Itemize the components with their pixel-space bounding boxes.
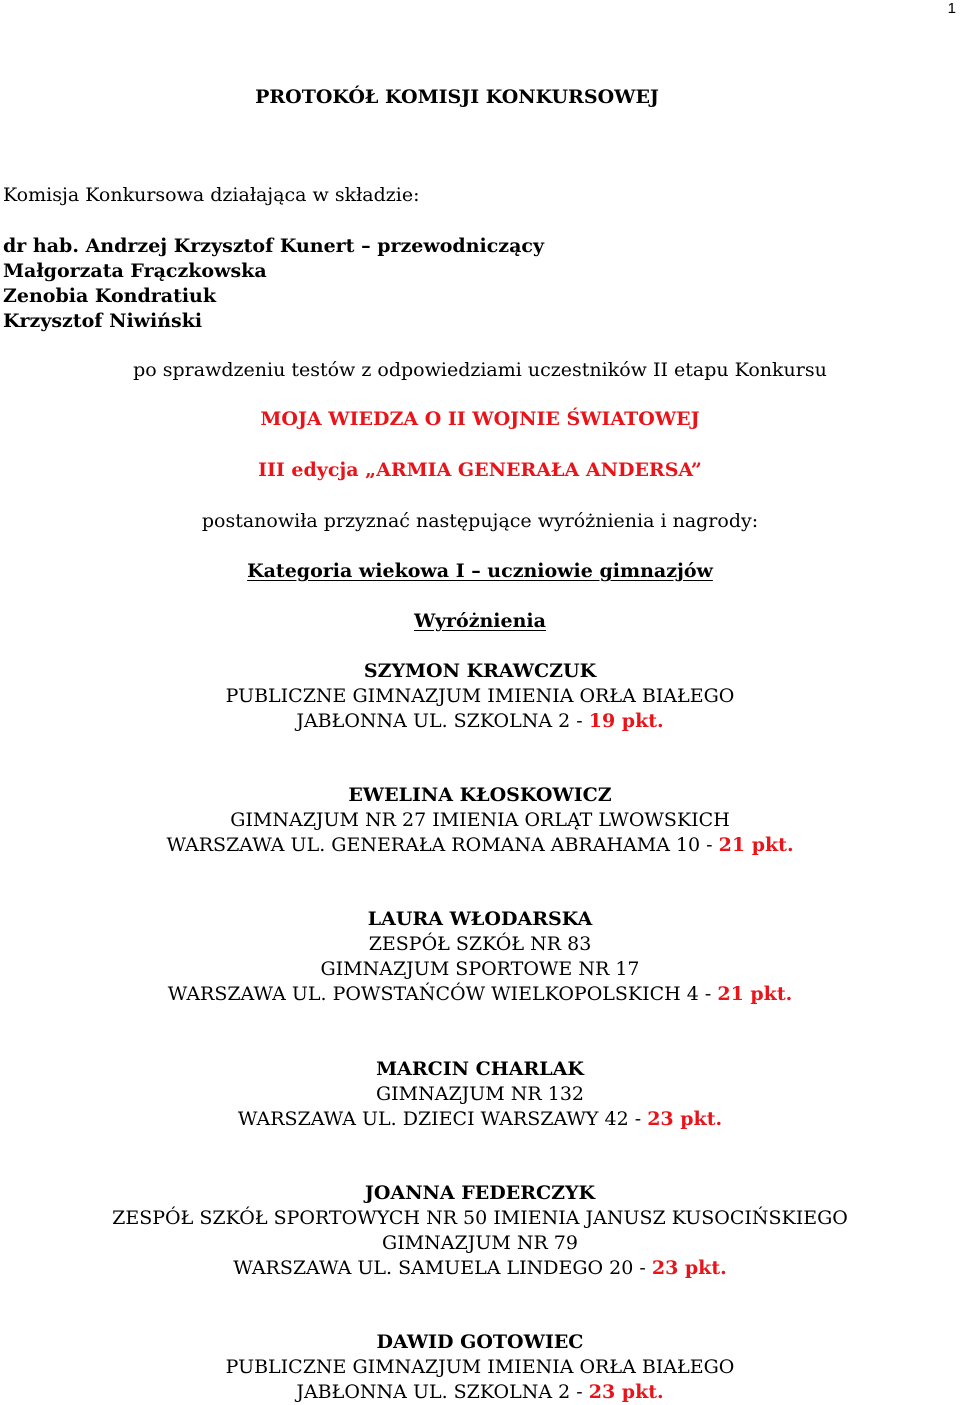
award-entry <box>0 1181 960 1281</box>
entry-name: EWELINA KŁOSKOWICZ <box>348 784 612 806</box>
entry-points: 21 pkt. <box>717 983 793 1005</box>
member-chair <box>3 234 544 259</box>
award-entry <box>0 1057 960 1132</box>
entry-address-line <box>0 1256 960 1281</box>
member-item: Zenobia Kondratiuk <box>3 285 217 307</box>
member-chair-name: Andrzej Krzysztof Kunert <box>85 235 355 257</box>
entry-name: DAWID GOTOWIEC <box>376 1331 584 1353</box>
contest-name: MOJA WIEDZA O II WOJNIE ŚWIATOWEJ <box>260 408 700 430</box>
entry-name: MARCIN CHARLAK <box>376 1058 584 1080</box>
entry-school: ZESPÓŁ SZKÓŁ NR 83 <box>368 933 592 955</box>
entry-school: ZESPÓŁ SZKÓŁ SPORTOWYCH NR 50 IMIENIA JANUSZ KUSOCIŃSKIEGO <box>112 1207 848 1229</box>
entry-points: 21 pkt. <box>718 834 794 856</box>
entry-address-line <box>0 833 960 858</box>
intro-text: Komisja Konkursowa działająca w składzie: <box>3 184 420 206</box>
category-heading: Kategoria wiekowa I – uczniowie gimnazjów <box>247 560 713 582</box>
entry-address-line <box>0 709 960 734</box>
entry-school: GIMNAZJUM NR 132 <box>375 1083 585 1105</box>
entry-address: WARSZAWA UL. DZIECI WARSZAWY 42 - <box>237 1108 648 1130</box>
entry-address: WARSZAWA UL. SAMUELA LINDEGO 20 - <box>233 1257 652 1279</box>
entry-points: 23 pkt. <box>651 1257 727 1279</box>
entry-school: PUBLICZNE GIMNAZJUM IMIENIA ORŁA BIAŁEGO <box>225 685 735 707</box>
award-entry <box>0 907 960 1007</box>
entry-name: SZYMON KRAWCZUK <box>363 660 597 682</box>
member-item: Krzysztof Niwiński <box>3 310 203 332</box>
section-heading: Wyróżnienia <box>414 610 546 632</box>
entry-school: GIMNAZJUM NR 27 IMIENIA ORLĄT LWOWSKICH <box>230 809 730 831</box>
entry-address: JABŁONNA UL. SZKOLNA 2 - <box>296 1381 589 1403</box>
committee-members <box>3 234 544 334</box>
decision-text: postanowiła przyznać następujące wyróżnienia i nagrody: <box>201 510 759 532</box>
entry-address-line <box>0 1107 960 1132</box>
award-entry <box>0 783 960 858</box>
award-entry <box>0 1330 960 1405</box>
entry-points: 23 pkt. <box>588 1381 664 1403</box>
member-chair-prefix: dr hab. <box>3 235 79 257</box>
member-chair-role: – przewodniczący <box>361 235 545 257</box>
contest-edition: III edycja „ARMIA GENERAŁA ANDERSA” <box>258 459 702 481</box>
entry-address: WARSZAWA UL. GENERAŁA ROMANA ABRAHAMA 10 - <box>166 834 719 856</box>
entry-points: 19 pkt. <box>588 710 664 732</box>
entry-address-line <box>0 982 960 1007</box>
entry-school: GIMNAZJUM NR 79 <box>382 1232 578 1254</box>
entry-school: GIMNAZJUM SPORTOWE NR 17 <box>320 958 640 980</box>
entry-address: JABŁONNA UL. SZKOLNA 2 - <box>296 710 589 732</box>
entry-address: WARSZAWA UL. POWSTAŃCÓW WIELKOPOLSKICH 4 - <box>167 983 718 1005</box>
after-check-text: po sprawdzeniu testów z odpowiedziami uczestników II etapu Konkursu <box>133 359 827 381</box>
entry-points: 23 pkt. <box>647 1108 723 1130</box>
member-item: Małgorzata Frączkowska <box>3 260 267 282</box>
award-entry <box>0 659 960 734</box>
document-title: PROTOKÓŁ KOMISJI KONKURSOWEJ <box>255 86 659 108</box>
entry-name: LAURA WŁODARSKA <box>367 908 593 930</box>
entry-address-line <box>0 1380 960 1405</box>
entry-name: JOANNA FEDERCZYK <box>364 1182 596 1204</box>
entry-school: PUBLICZNE GIMNAZJUM IMIENIA ORŁA BIAŁEGO <box>225 1356 735 1378</box>
page-number: 1 <box>947 0 956 17</box>
